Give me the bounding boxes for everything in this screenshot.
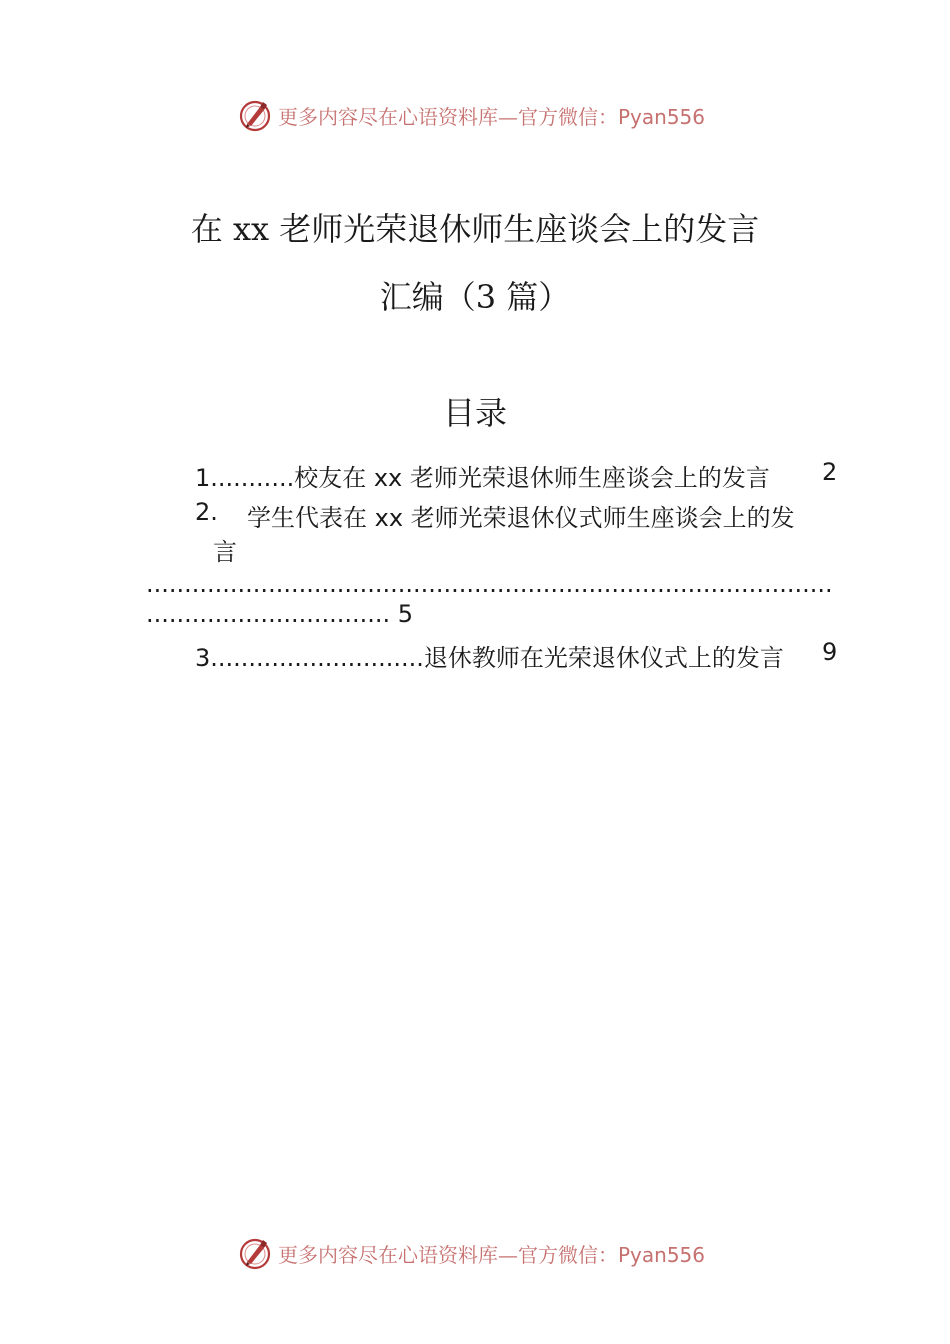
- toc-heading: 目录: [442, 394, 507, 432]
- footer-banner: [238, 1233, 705, 1273]
- toc-entry-number: 1: [195, 464, 211, 492]
- toc-entry-3[interactable]: [195, 638, 784, 673]
- toc-entry-2-text-line1[interactable]: 学生代表在 xx 老师光荣退休仪式师生座谈会上的发: [247, 504, 795, 532]
- toc-entry-leader: ............................: [210, 644, 424, 672]
- banner-main-text: 更多内容尽在心语资料库: [278, 1242, 498, 1267]
- toc-entry-text: 退休教师在光荣退休仪式上的发言: [423, 644, 784, 672]
- pen-logo-icon: [238, 1236, 272, 1270]
- banner-dash: —: [498, 104, 518, 129]
- toc-entry-1-page: 2: [822, 458, 838, 486]
- toc-entry-text: 校友在 xx 老师光荣退休师生座谈会上的发言: [294, 464, 770, 492]
- pen-logo-icon: [238, 98, 272, 132]
- banner-wechat-label: 官方微信：: [518, 104, 618, 129]
- banner-text: [278, 1239, 705, 1268]
- document-title-line2: 汇编（3 篇）: [379, 278, 571, 316]
- document-title-line1: 在 xx 老师光荣退休师生座谈会上的发言: [190, 210, 760, 248]
- toc-entry-2-number: 2.: [195, 498, 218, 526]
- banner-main-text: 更多内容尽在心语资料库: [278, 104, 498, 129]
- toc-entry-3-page: 9: [822, 638, 838, 666]
- toc-entry-leader: ................................: [146, 600, 391, 628]
- toc-entry-2-leader-line2: [146, 600, 413, 628]
- toc-entry-2-page: 5: [397, 600, 414, 628]
- banner-wechat-label: 官方微信：: [518, 1242, 618, 1267]
- banner-wechat-id: Pyan556: [618, 104, 706, 129]
- toc-entry-leader: ...........: [210, 464, 295, 492]
- toc-entry-2-text-line2[interactable]: 言: [213, 538, 237, 566]
- banner-text: [278, 101, 705, 130]
- banner-dash: —: [498, 1242, 518, 1267]
- header-banner: [238, 95, 705, 135]
- banner-wechat-id: Pyan556: [618, 1242, 706, 1267]
- toc-entry-2-leader-line1: ..........................................................................................: [146, 570, 833, 598]
- toc-entry-1[interactable]: [195, 458, 770, 493]
- toc-entry-number: 3: [195, 644, 211, 672]
